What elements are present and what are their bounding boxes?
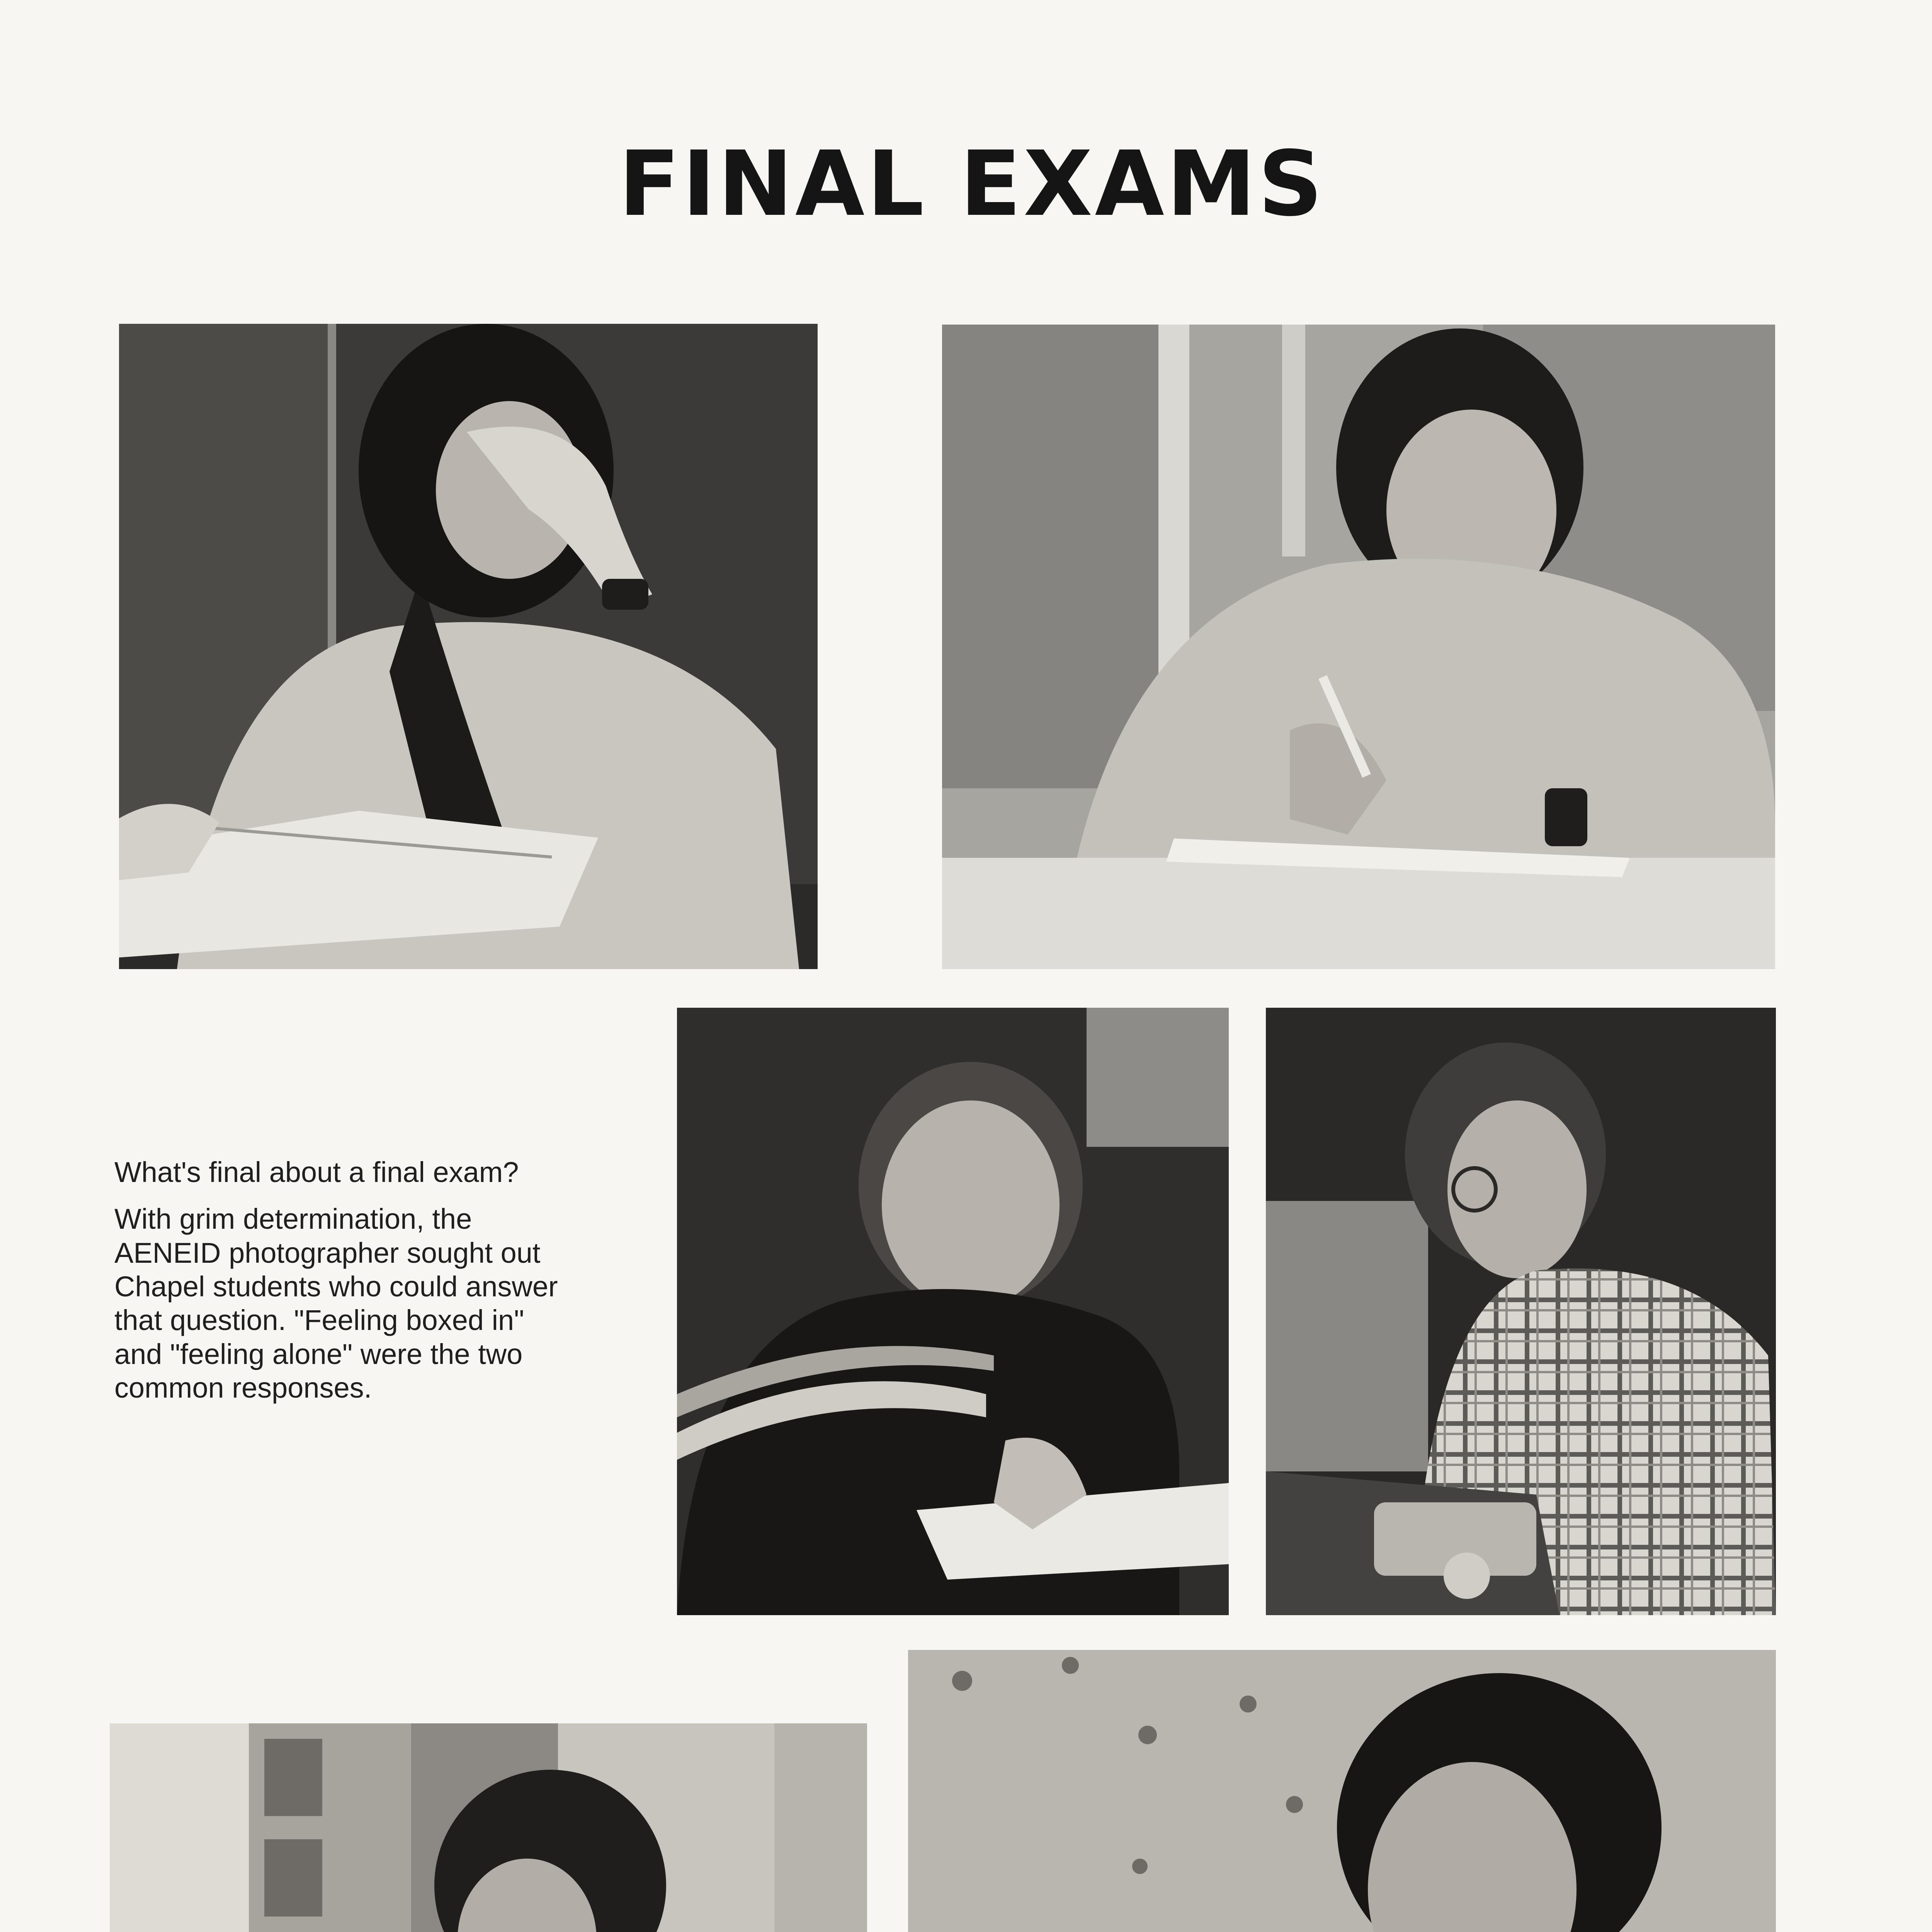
boy-writing-by-window-photo: [942, 325, 1775, 969]
student-writing-on-floor-photo: [110, 1723, 867, 1932]
girl-covering-eyes-with-book-photo: [119, 324, 818, 969]
boy-in-track-jacket-photo: [677, 1008, 1229, 1615]
student-in-plaid-shirt-with-glasses-photo: [1266, 1008, 1776, 1615]
photo-caption: [114, 1155, 578, 1418]
boy-in-striped-shirt-photo: [908, 1650, 1776, 1932]
page-title: FINAL EXAMS: [619, 132, 1325, 236]
caption-body: With grim determination, the AENEID photographer sought out Chapel students who could answer that question. "Feeling boxed in" and "feeling alone" were the two common responses.: [114, 1203, 558, 1404]
caption-question: What's final about a final exam?: [114, 1156, 519, 1188]
